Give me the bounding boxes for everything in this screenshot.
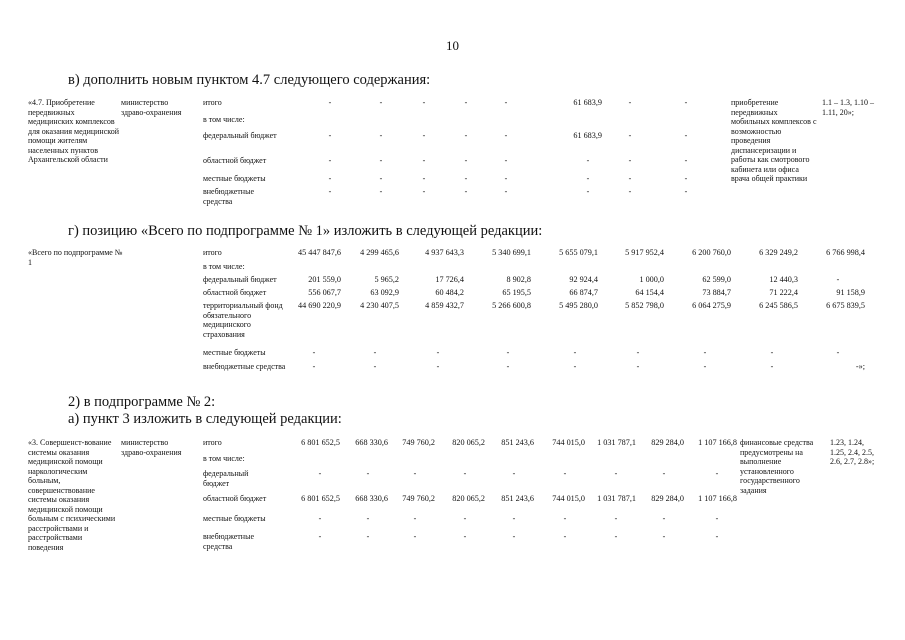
table-cell: 749 760,2 <box>402 438 435 447</box>
table-cell: 6 675 839,5 <box>826 301 865 310</box>
table-cell: - <box>379 131 383 140</box>
table-cell: 6 801 652,5 <box>301 494 340 503</box>
row-label: итого <box>203 98 222 107</box>
table-cell: - <box>504 131 508 140</box>
table-cell: - <box>715 532 719 541</box>
row-label: областной бюджет <box>203 494 267 503</box>
table-cell: 92 924,4 <box>569 275 598 284</box>
table-cell: 6 064 275,9 <box>692 301 731 310</box>
table-cell: - <box>703 348 707 357</box>
row-label: областной бюджет <box>203 288 267 297</box>
table-cell: - <box>563 514 567 523</box>
heading-a: а) пункт 3 изложить в следующей редакции: <box>68 411 342 427</box>
row-label: федеральный бюджет <box>203 469 249 488</box>
table-cell: - <box>312 362 316 371</box>
table-cell: - <box>684 156 688 165</box>
table-cell: 829 284,0 <box>651 494 684 503</box>
row-label: в том числе: <box>203 115 245 124</box>
table-cell: 73 884,7 <box>702 288 731 297</box>
table-cell: - <box>684 131 688 140</box>
row-label: местные бюджеты <box>203 348 266 357</box>
heading-2: 2) в подпрограмме № 2: <box>68 394 216 410</box>
heading-v: в) дополнить новым пунктом 4.7 следующего содержания: <box>68 72 431 88</box>
table-cell: - <box>770 348 774 357</box>
table-cell: - <box>413 469 417 478</box>
table-cell: 17 726,4 <box>435 275 464 284</box>
row-label: итого <box>203 248 222 257</box>
row-label: внебюджетные средства <box>203 532 254 551</box>
table-cell: - <box>684 174 688 183</box>
table-cell: - <box>422 131 426 140</box>
table-cell: 668 330,6 <box>355 494 388 503</box>
table-cell: - <box>422 156 426 165</box>
table-cell: 5 852 798,0 <box>625 301 664 310</box>
table-cell: 1 107 166,8 <box>698 438 737 447</box>
table-cell: - <box>312 348 316 357</box>
table-cell: 61 683,9 <box>573 98 602 107</box>
table-cell: 12 440,3 <box>769 275 798 284</box>
table-cell: - <box>506 348 510 357</box>
table-cell: - <box>715 469 719 478</box>
table-cell: - <box>422 174 426 183</box>
table-cell: 820 065,2 <box>452 438 485 447</box>
table-cell: - <box>464 156 468 165</box>
table-cell: 1 107 166,8 <box>698 494 737 503</box>
table-cell: - <box>366 532 370 541</box>
table-cell: 66 874,7 <box>569 288 598 297</box>
table-cell: 6 766 998,4 <box>826 248 865 257</box>
table-cell: 851 243,6 <box>501 438 534 447</box>
table-cell: - <box>464 98 468 107</box>
row-label: в том числе: <box>203 454 245 463</box>
table-cell: 744 015,0 <box>552 438 585 447</box>
table-cell: 71 222,4 <box>769 288 798 297</box>
table-cell: - <box>512 469 516 478</box>
table-cell: - <box>328 187 332 196</box>
table-cell: 4 859 432,7 <box>425 301 464 310</box>
table-cell: 820 065,2 <box>452 494 485 503</box>
table-cell: 6 245 586,5 <box>759 301 798 310</box>
table-cell: - <box>684 187 688 196</box>
table-cell: - <box>586 187 590 196</box>
table-cell: 4 937 643,3 <box>425 248 464 257</box>
table-cell: - <box>379 98 383 107</box>
table-cell: 5 340 699,1 <box>492 248 531 257</box>
table-cell: - <box>464 131 468 140</box>
table-cell: 749 760,2 <box>402 494 435 503</box>
row-label: территориальный фонд обязательного медицинского страхования <box>203 301 283 339</box>
table-cell: - <box>504 187 508 196</box>
table-cell: 6 200 760,0 <box>692 248 731 257</box>
heading-g: г) позицию «Всего по подпрограмме № 1» изложить в следующей редакции: <box>68 223 543 239</box>
table-cell: 62 599,0 <box>702 275 731 284</box>
table-cell: - <box>636 362 640 371</box>
table-cell: - <box>573 362 577 371</box>
table-cell: - <box>413 514 417 523</box>
table-cell: - <box>379 174 383 183</box>
table-cell: - <box>379 187 383 196</box>
table-cell: - <box>628 98 632 107</box>
table-cell: - <box>463 532 467 541</box>
measure-name: «Всего по подпрограмме № 1 <box>28 248 123 267</box>
table-cell: - <box>512 532 516 541</box>
table-cell: 64 154,4 <box>635 288 664 297</box>
table-cell: - <box>614 532 618 541</box>
table-cell: - <box>506 362 510 371</box>
table-cell: - <box>436 362 440 371</box>
row-label: федеральный бюджет <box>203 275 277 284</box>
table-cell: 44 690 220,9 <box>298 301 341 310</box>
table-cell: - <box>614 469 618 478</box>
table-cell: - <box>504 156 508 165</box>
table-cell: 5 917 952,4 <box>625 248 664 257</box>
table-cell: 1 031 787,1 <box>597 494 636 503</box>
table-cell: 45 447 847,6 <box>298 248 341 257</box>
executor: министерство здраво-охранения <box>121 438 182 457</box>
table-cell: - <box>512 514 516 523</box>
row-label: местные бюджеты <box>203 174 266 183</box>
table-cell: - <box>328 98 332 107</box>
table-cell: - <box>703 362 707 371</box>
table-cell: 5 965,2 <box>374 275 399 284</box>
table-cell: 63 092,9 <box>370 288 399 297</box>
table-cell: - <box>422 187 426 196</box>
target-indicators: 1.1 – 1.3, 1.10 – 1.11, 20»; <box>822 98 874 117</box>
table-cell: 5 495 280,0 <box>559 301 598 310</box>
table-cell: - <box>436 348 440 357</box>
table-cell: - <box>464 174 468 183</box>
table-cell: - <box>662 532 666 541</box>
table-cell: - <box>684 98 688 107</box>
table-cell: - <box>318 514 322 523</box>
table-cell: -»; <box>855 362 865 371</box>
table-cell: - <box>366 514 370 523</box>
row-label: федеральный бюджет <box>203 131 277 140</box>
table-cell: 5 266 600,8 <box>492 301 531 310</box>
row-label: в том числе: <box>203 262 245 271</box>
table-cell: - <box>422 98 426 107</box>
table-cell: - <box>662 469 666 478</box>
table-cell: 829 284,0 <box>651 438 684 447</box>
table-cell: - <box>715 514 719 523</box>
table-cell: - <box>464 187 468 196</box>
table-cell: - <box>504 174 508 183</box>
table-cell: - <box>836 348 840 357</box>
table-cell: - <box>328 156 332 165</box>
table-cell: 851 243,6 <box>501 494 534 503</box>
measure-name: «4.7. Приобретение передвижных медицинских комплексов для оказания медицинской помощи жителям населенных пунктов Архангельской области <box>28 98 120 164</box>
table-cell: - <box>563 469 567 478</box>
table-cell: - <box>586 156 590 165</box>
table-cell: - <box>628 187 632 196</box>
table-cell: - <box>628 174 632 183</box>
table-cell: - <box>318 469 322 478</box>
table-cell: 1 031 787,1 <box>597 438 636 447</box>
target-indicators: 1.23, 1.24, 1.25, 2.4, 2.5, 2.6, 2.7, 2.8»; <box>830 438 875 466</box>
expected-result: приобретение передвижных мобильных комплексов с возможностью проведения диспансеризации и работы как смотрового кабинета или офиса врача общей практики <box>731 98 817 183</box>
table-cell: - <box>504 98 508 107</box>
table-cell: 556 067,7 <box>308 288 341 297</box>
table-cell: 4 230 407,5 <box>360 301 399 310</box>
page-number: 10 <box>446 38 459 53</box>
table-cell: - <box>328 174 332 183</box>
table-cell: - <box>770 362 774 371</box>
row-label: местные бюджеты <box>203 514 266 523</box>
table-cell: - <box>463 469 467 478</box>
row-label: итого <box>203 438 222 447</box>
table-cell: - <box>586 174 590 183</box>
table-cell: 6 329 249,2 <box>759 248 798 257</box>
table-cell: 65 195,5 <box>502 288 531 297</box>
table-cell: - <box>614 514 618 523</box>
table-cell: 1 000,0 <box>639 275 664 284</box>
table-cell: - <box>328 131 332 140</box>
executor: министерство здраво-охранения <box>121 98 182 117</box>
table-cell: - <box>573 348 577 357</box>
table-cell: - <box>836 275 840 284</box>
expected-result: финансовые средства предусмотрены на выполнение установленного государственного задания <box>740 438 814 495</box>
table-cell: - <box>373 348 377 357</box>
table-cell: - <box>628 156 632 165</box>
table-cell: - <box>366 469 370 478</box>
table-cell: 60 484,2 <box>435 288 464 297</box>
row-label: внебюджетные средства <box>203 362 286 371</box>
table-cell: - <box>636 348 640 357</box>
row-label: внебюджетные средства <box>203 187 254 206</box>
table-cell: - <box>373 362 377 371</box>
table-cell: 201 559,0 <box>308 275 341 284</box>
table-cell: 61 683,9 <box>573 131 602 140</box>
table-cell: 91 158,9 <box>836 288 865 297</box>
table-cell: - <box>379 156 383 165</box>
table-cell: - <box>463 514 467 523</box>
table-cell: 6 801 652,5 <box>301 438 340 447</box>
table-cell: 668 330,6 <box>355 438 388 447</box>
row-label: областной бюджет <box>203 156 267 165</box>
table-cell: 4 299 465,6 <box>360 248 399 257</box>
table-cell: - <box>628 131 632 140</box>
table-cell: - <box>413 532 417 541</box>
table-cell: 744 015,0 <box>552 494 585 503</box>
measure-name: «3. Совершенст-вование системы оказания медицинской помощи наркологическим больным, совершенствование системы оказания медицинской помощи больным с психическими расстройствами и расстройствами поведения <box>28 438 116 552</box>
table-cell: 5 655 079,1 <box>559 248 598 257</box>
table-cell: 8 902,8 <box>506 275 531 284</box>
table-cell: - <box>318 532 322 541</box>
table-cell: - <box>662 514 666 523</box>
table-cell: - <box>563 532 567 541</box>
